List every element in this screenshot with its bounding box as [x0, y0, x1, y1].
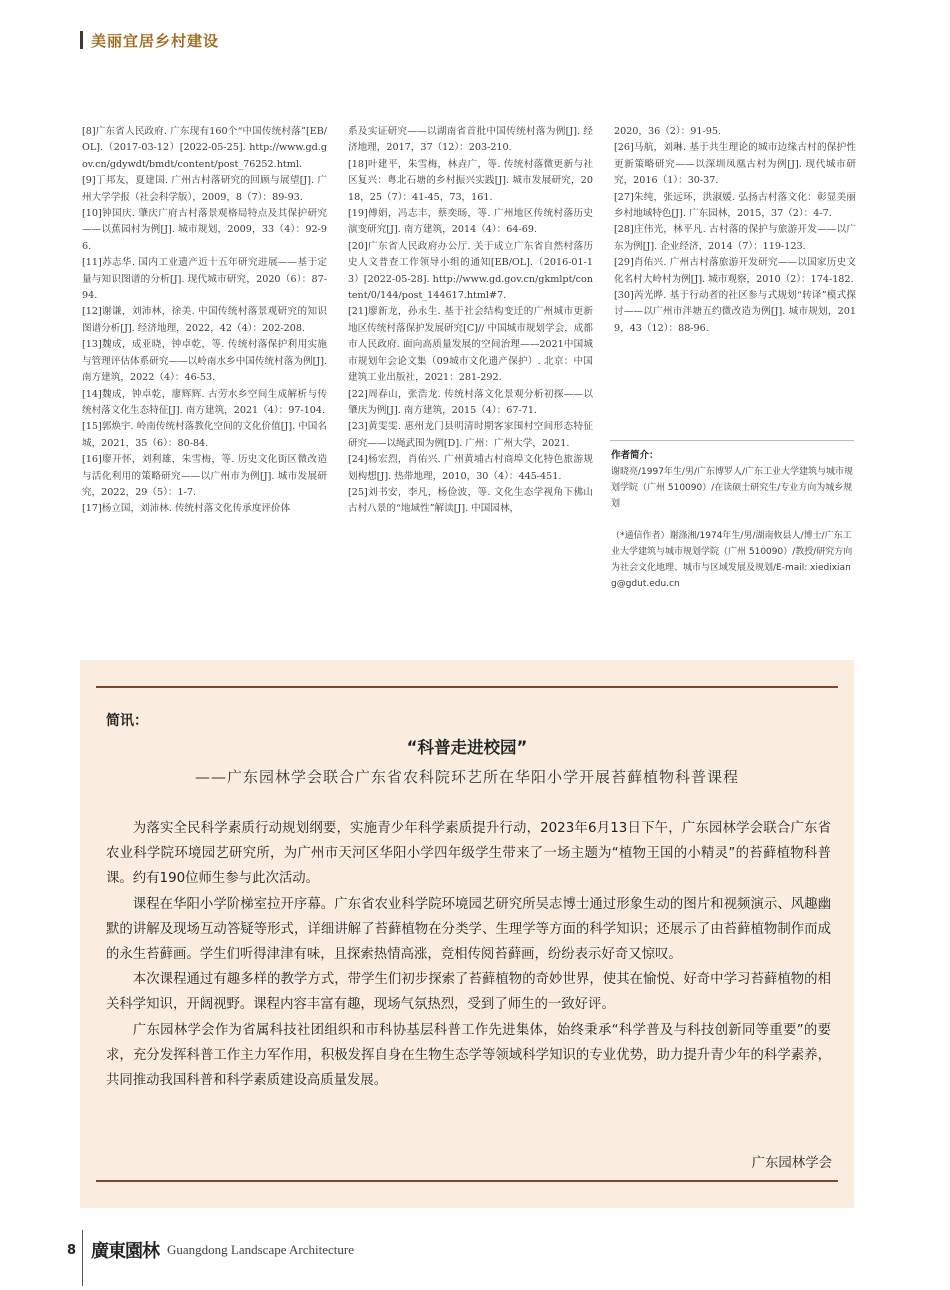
author-info [611, 448, 855, 592]
header-bar [80, 31, 83, 49]
reference-item: [25]刘书安，李凡，杨俭波，等. 文化生态学视角下佛山古村八景的“地域性”解读[J]. 中国园林， [348, 486, 593, 515]
reference-item: [11]苏志华. 国内工业遗产近十五年研究进展——基于定量与知识图谱的分析[J]. 现代城市研究，2020（6）：87-94. [82, 257, 327, 302]
reference-item: [10]钟国庆. 肇庆广府古村落景观格局特点及其保护研究——以蕉园村为例[J]. 城市规划，2009，33（4）：92-96. [82, 208, 327, 252]
page-footer [60, 1230, 354, 1270]
brief-paragraph: 为落实全民科学素质行动规划纲要，实施青少年科学素质提升行动，2023年6月13日下午，广东园林学会联合广东省农业科学院环境园艺研究所，为广州市天河区华阳小学四年级学生带来了一场主题为“植物王国的小精灵”的苔藓植物科普课。约有190位师生参与此次活动。 [106, 821, 831, 887]
section-title: 美丽宜居乡村建设 [91, 31, 220, 50]
references-column-3 [614, 124, 856, 337]
reference-item: [17]杨立国，刘沛林. 传统村落文化传承度评价体 [82, 503, 291, 515]
author-2: （*通信作者）谢涤湘/1974年生/男/湖南攸县人/博士/广东工业大学建筑与城市规划学院（广州 510090）/教授/研究方向为社会文化地理、城市与区域发展及规划/E-mail: xiedixiang@gdut.edu.cn [611, 531, 853, 589]
brief-title: “科普走进校园” [406, 738, 528, 757]
page-number: 8 [66, 1242, 76, 1258]
brief-top-rule [96, 686, 838, 688]
reference-item: [12]谢谦，刘沛林，徐美. 中国传统村落景观研究的知识图谱分析[J]. 经济地理，2022，42（4）：202-208. [82, 306, 327, 334]
brief-signature: 广东园林学会 [751, 1156, 832, 1171]
reference-item: [8]广东省人民政府. 广东现有160个“中国传统村落”[EB/OL].（2017-03-12）[2022-05-25]. http://www.gd.gov.cn/gdywdt/bmdt/content/post_76252.html. [82, 126, 327, 170]
brief-subtitle: ——广东园林学会联合广东省农科院环艺所在华阳小学开展苔藓植物科普课程 [194, 768, 739, 786]
reference-item: [14]魏成，钟卓乾，廖辉辉. 古劳水乡空间生成解析与传统村落文化生态特征[J]. 南方建筑，2021（4）：97-104. [82, 388, 327, 416]
reference-item: [24]杨宏烈，肖佑兴. 广州黄埔古村商埠文化特色旅游规划构想[J]. 热带地理，2010，30（4）：445-451. [348, 454, 593, 482]
brief-paragraph: 本次课程通过有趣多样的教学方式，带学生们初步探索了苔藓植物的奇妙世界，使其在愉悦、好奇中学习苔藓植物的相关科学知识，开阔视野。课程内容丰富有趣，现场气氛热烈，受到了师生的一致好评。 [106, 972, 831, 1013]
author-divider [610, 440, 854, 441]
references-column-2 [348, 124, 593, 518]
brief-bottom-rule [96, 1180, 838, 1182]
reference-item: [19]傅娟，冯志丰，蔡奕旸，等. 广州地区传统村落历史演变研究[J]. 南方建筑，2014（4）：64-69. [348, 208, 593, 236]
reference-item: [30]芮光晔. 基于行动者的社区参与式规划“转译”模式探讨——以广州市泮塘五约微改造为例[J]. 城市规划，2019，43（12）：88-96. [614, 290, 856, 334]
brief-paragraph: 课程在华阳小学阶梯室拉开序幕。广东省农业科学院环境园艺研究所吴志博士通过形象生动的图片和视频演示、风趣幽默的讲解及现场互动答疑等形式，详细讲解了苔藓植物在分类学、生理学等方面的科学知识；还展示了由苔藓植物制作而成的永生苔藓画。学生们听得津津有味，且探索热情高涨，竞相传阅苔藓画，纷纷表示好奇又惊叹。 [106, 896, 831, 963]
reference-item: [28]庄伟光，林平凡. 古村落的保护与旅游开发——以广东为例[J]. 企业经济，2014（7）：119-123. [614, 224, 856, 252]
reference-item: 系及实证研究——以湖南省首批中国传统村落为例[J]. 经济地理，2017，37（12）：203-210. [348, 126, 593, 154]
reference-item: [21]廖新龙，孙永生. 基于社会结构变迁的广州城市更新地区传统村落保护发展研究[C]// 中国城市规划学会，成都市人民政府. 面向高质量发展的空间治理——2021中国城市规划年会论文集（09城市文化遗产保护）. 北京：中国建筑工业出版社，2021：281-292. [348, 306, 593, 384]
page-header [80, 28, 219, 52]
reference-item: [13]魏成，成亚晓，钟卓乾，等. 传统村落保护利用实施与管理评估体系研究——以岭南水乡中国传统村落为例[J]. 南方建筑，2022（4）：46-53. [82, 339, 327, 384]
brief-body [106, 816, 831, 1093]
footer-divider [82, 1230, 83, 1286]
reference-item: [20]广东省人民政府办公厅. 关于成立广东省自然村落历史人文普查工作领导小组的通知[EB/OL].（2016-01-13）[2022-05-28]. http://www.gd.gov.cn/gkmlpt/content/0/144/post_144617.html#7. [348, 240, 593, 302]
brief-paragraph: 广东园林学会作为省属科技社团组织和市科协基层科普工作先进集体，始终秉承“科学普及与科技创新同等重要”的要求，充分发挥科普工作主力军作用，积极发挥自身在生物生态学等领域科学知识的专业优势，助力提升青少年的科学素养，共同推动我国科普和科学素质建设高质量发展。 [106, 1022, 831, 1089]
journal-name: Guangdong Landscape Architecture [167, 1242, 354, 1257]
reference-item: [15]郭焕宇. 岭南传统村落教化空间的文化价值[J]. 中国名城，2021，35（6）：80-84. [82, 421, 327, 449]
reference-item: [18]叶建平，朱雪梅，林垚广，等. 传统村落微更新与社区复兴：粤北石塘的乡村振兴实践[J]. 城市发展研究，2018，25（7）：41-45，73，161. [348, 158, 593, 203]
reference-item: 2020，36（2）：91-95. [614, 126, 722, 137]
reference-item: [29]肖佑兴. 广州古村落旅游开发研究——以国家历史文化名村大岭村为例[J]. 城市观察，2010（2）：174-182. [614, 257, 856, 285]
author-heading: 作者简介： [611, 450, 659, 461]
reference-item: [9]丁邦友，夏建国. 广州古村落研究的回顾与展望[J]. 广州大学学报（社会科学版），2009，8（7）：89-93. [82, 175, 327, 203]
news-brief-box [80, 660, 854, 1208]
author-1: 谢晓亮/1997年生/男/广东博罗人/广东工业大学建筑与城市规划学院（广州 510090）/在读硕士研究生/专业方向为城乡规划 [611, 467, 854, 509]
reference-item: [26]马航，刘琳. 基于共生理论的城市边缘古村的保护性更新策略研究——以深圳凤凰古村为例[J]. 现代城市研究，2016（1）：30-37. [614, 142, 856, 187]
reference-item: [16]廖开怀，刘利雄，朱雪梅，等. 历史文化街区微改造与活化利用的策略研究——以广州市为例[J]. 城市发展研究，2022，29（5）：1-7. [82, 454, 327, 498]
reference-item: [27]朱纯，张远环，洪淑媛. 弘扬古村落文化：彰显美丽乡村地域特色[J]. 广东园林，2015，37（2）：4-7. [614, 191, 856, 220]
reference-item: [22]周春山，张浩龙. 传统村落文化景观分析初探——以肇庆为例[J]. 南方建筑，2015（4）：67-71. [348, 388, 593, 416]
journal-logo: 廣東園林 [91, 1241, 159, 1262]
reference-item: [23]黄雯雯. 惠州龙门县明清时期客家围村空间形态特征研究——以绳武围为例[D]. 广州：广州大学，2021. [348, 421, 593, 449]
references-column-1 [82, 124, 327, 518]
brief-label: 简讯： [106, 713, 148, 729]
